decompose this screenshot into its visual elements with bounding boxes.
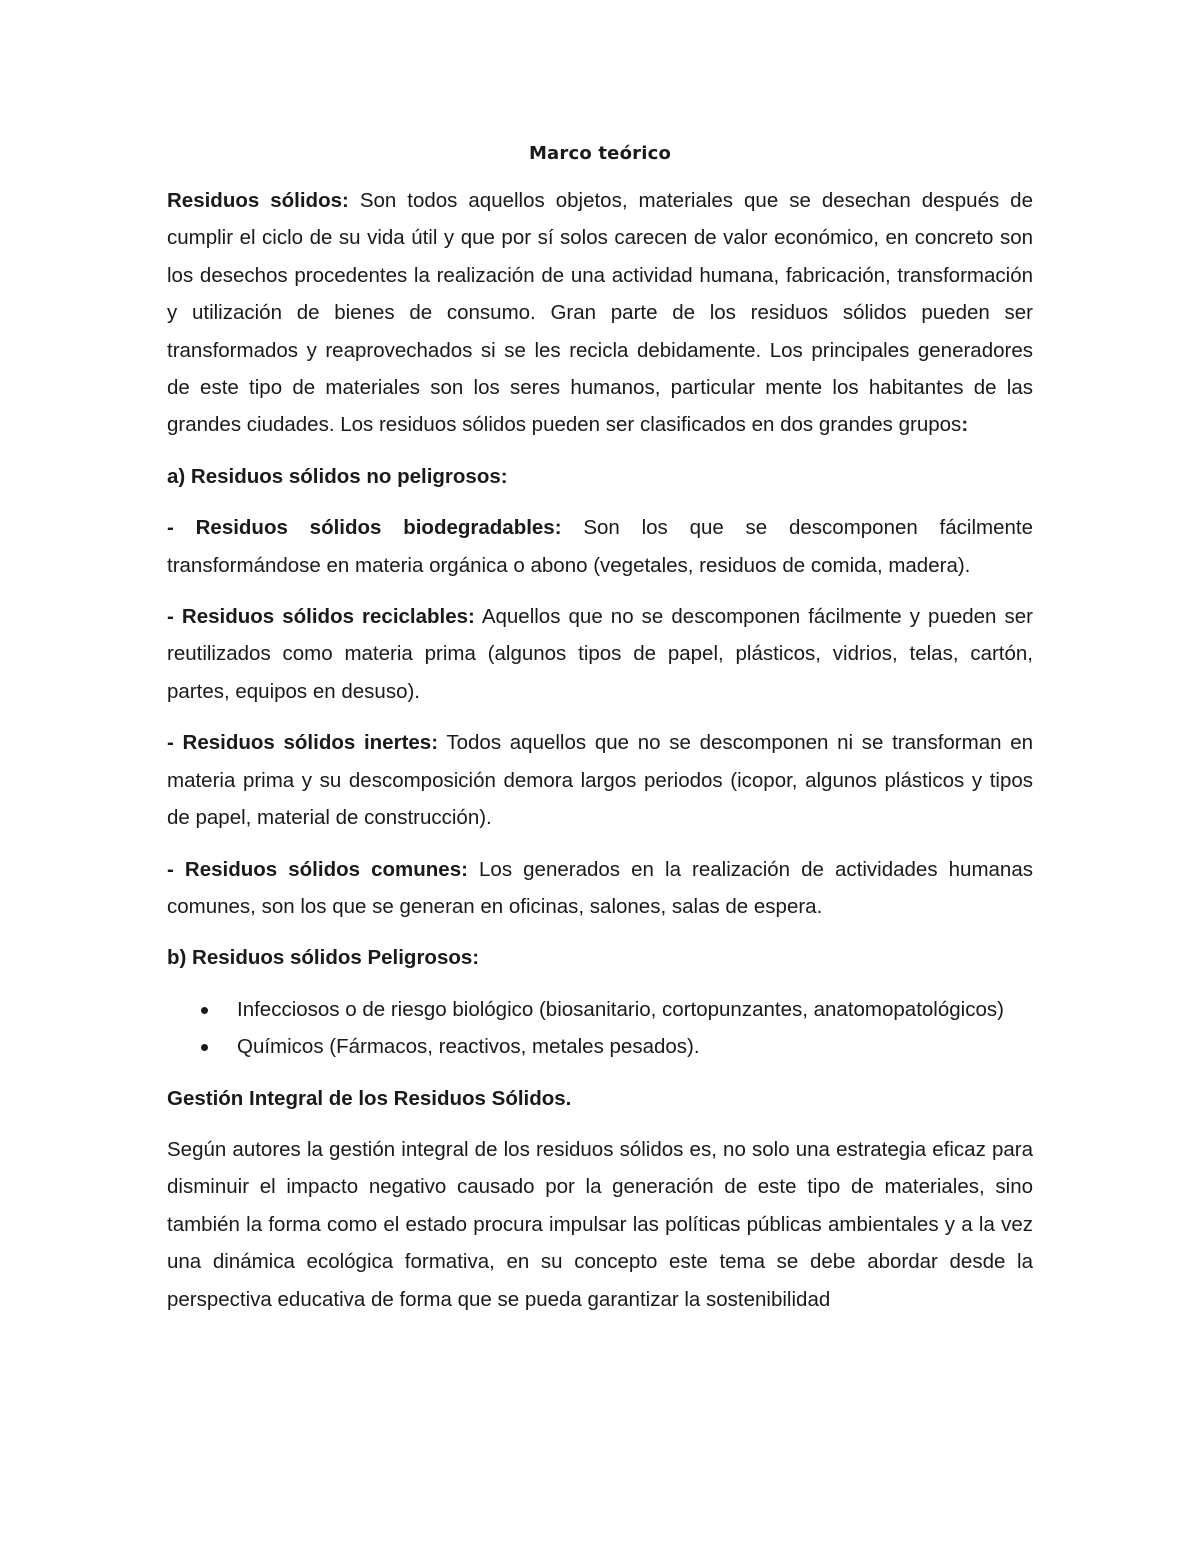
paragraph-reciclables — [167, 598, 1033, 710]
list-item — [237, 1028, 1033, 1065]
paragraph-inertes — [167, 724, 1033, 836]
text-biodegradables: Son los que se descomponen fácilmente transformándose en materia orgánica o abono (vegetales, residuos de comida, madera). — [167, 516, 1033, 577]
paragraph-biodegradables — [167, 509, 1033, 584]
intro-paragraph — [167, 182, 1033, 444]
bullet-icon — [201, 1044, 208, 1051]
text-comunes: Los generados en la realización de actividades humanas comunes, son los que se generan en oficinas, salones, salas de espera. — [167, 857, 1033, 918]
term-reciclables: - Residuos sólidos reciclables: — [167, 605, 475, 629]
bullet-icon — [201, 1007, 208, 1014]
section-a-heading: a) Residuos sólidos no peligrosos: — [167, 464, 508, 488]
document-title: Marco teórico — [528, 143, 672, 164]
intro-text: Son todos aquellos objetos, materiales que se desechan después de cumplir el ciclo de su vida útil y que por sí solos carecen de valor económico, en concreto son los desechos procedentes la realización de una actividad humana, fabricación, transformación y utilización de bienes de consumo. Gran parte de los residuos sólidos pueden ser transformados y reaprovechados si se les recicla debidamente. Los principales generadores de este tipo de materiales son los seres humanos, particular mente los habitantes de las grandes ciudades. Los residuos sólidos pueden ser clasificados en dos grandes grupos — [167, 189, 1033, 437]
text-reciclables: Aquellos que no se descomponen fácilmente y pueden ser reutilizados como materia prima (algunos tipos de papel, plásticos, vidrios, telas, cartón, partes, equipos en desuso). — [167, 605, 1034, 703]
management-paragraph: Según autores la gestión integral de los residuos sólidos es, no solo una estrategia eficaz para disminuir el impacto negativo causado por la generación de este tipo de materiales, sino también la forma como el estado procura impulsar las políticas públicas ambientales y a la vez una dinámica ecológica formativa, en su concepto este tema se debe abordar desde la perspectiva educativa de forma que se pueda garantizar la sostenibilidad — [167, 1137, 1033, 1311]
intro-colon: : — [961, 413, 969, 437]
paragraph-comunes — [167, 851, 1033, 926]
list-item-text: Infecciosos o de riesgo biológico (biosanitario, cortopunzantes, anatomopatológicos) — [237, 997, 1004, 1021]
list-item-text: Químicos (Fármacos, reactivos, metales pesados). — [237, 1035, 700, 1059]
hazardous-list — [167, 991, 1033, 1066]
list-item — [237, 991, 1033, 1028]
intro-term: Residuos sólidos: — [167, 189, 349, 212]
text-inertes: Todos aquellos que no se descomponen ni se transforman en materia prima y su descomposición demora largos periodos (icopor, algunos plásticos y tipos de papel, material de construcción). — [167, 731, 1033, 830]
term-biodegradables: - Residuos sólidos biodegradables: — [167, 516, 562, 540]
section-b-heading: b) Residuos sólidos Peligrosos: — [167, 946, 480, 970]
term-comunes: - Residuos sólidos comunes: — [167, 857, 468, 881]
section-c-heading: Gestión Integral de los Residuos Sólidos. — [167, 1086, 572, 1110]
term-inertes: - Residuos sólidos inertes: — [167, 731, 439, 755]
